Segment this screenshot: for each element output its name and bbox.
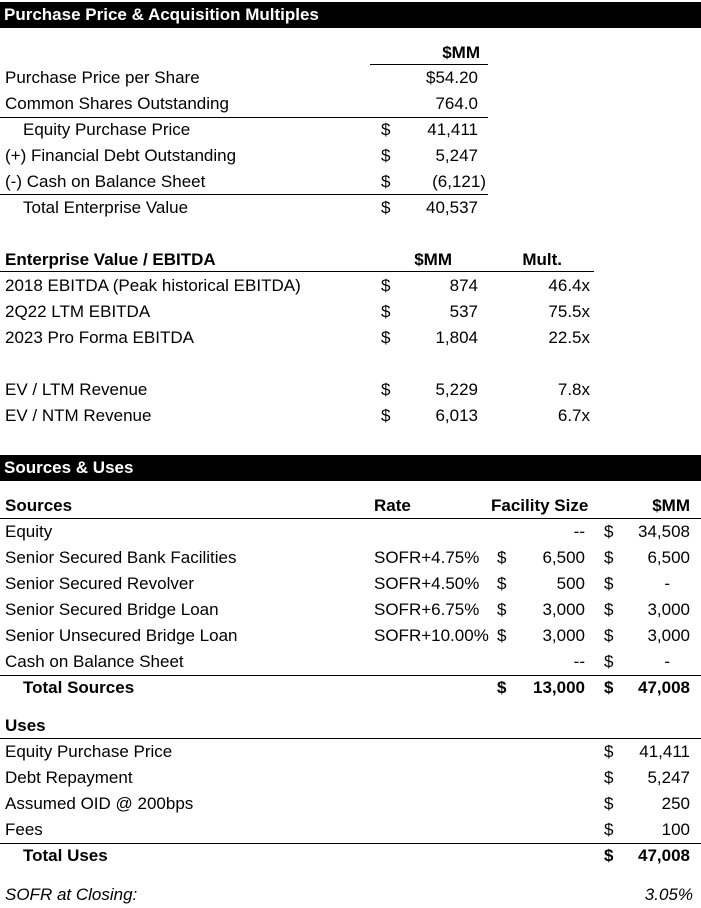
divider <box>0 271 594 272</box>
sofr-value: 3.05% <box>644 885 693 904</box>
dollar-sign: $ <box>381 146 391 165</box>
sources-header: Sources <box>5 496 73 515</box>
row-mm: 3,000 <box>647 600 690 619</box>
row-rate: SOFR+4.50% <box>374 574 480 593</box>
row-value: 5,229 <box>435 380 478 399</box>
col-header-rate: Rate <box>374 496 411 515</box>
row-mm: - <box>664 574 670 593</box>
row-label: Equity Purchase Price <box>23 120 191 139</box>
dollar-sign: $ <box>497 574 507 593</box>
row-facility: 500 <box>556 574 585 593</box>
row-value: 764.0 <box>435 94 478 113</box>
row-label: (+) Financial Debt Outstanding <box>5 146 237 165</box>
row-value: 874 <box>449 276 478 295</box>
row-mm: 6,500 <box>647 548 690 567</box>
divider <box>0 518 701 519</box>
col-header-mm: $MM <box>442 43 480 62</box>
total-sources-facility: 13,000 <box>533 678 585 697</box>
dollar-sign: $ <box>381 276 391 295</box>
row-facility: 3,000 <box>542 626 585 645</box>
dollar-sign: $ <box>381 198 391 217</box>
sofr-label: SOFR at Closing: <box>5 885 138 904</box>
dollar-sign: $ <box>497 600 507 619</box>
row-multiple: 6.7x <box>557 406 590 425</box>
row-label: Senior Secured Bank Facilities <box>5 548 237 567</box>
dollar-sign: $ <box>381 172 391 191</box>
row-label: Senior Unsecured Bridge Loan <box>5 626 238 645</box>
col-header-mult: Mult. <box>522 250 562 269</box>
dollar-sign: $ <box>497 678 507 697</box>
row-label: Equity Purchase Price <box>5 742 173 761</box>
divider <box>0 843 701 844</box>
row-rate: SOFR+4.75% <box>374 548 480 567</box>
dollar-sign: $ <box>604 846 614 865</box>
divider <box>0 675 701 676</box>
row-label: Debt Repayment <box>5 768 133 787</box>
row-mm: 250 <box>661 794 690 813</box>
row-mm: 41,411 <box>639 742 690 761</box>
section-title-purchase-price: Purchase Price & Acquisition Multiples <box>0 2 701 28</box>
row-mm: 100 <box>661 820 690 839</box>
dollar-sign: $ <box>604 794 614 813</box>
dollar-sign: $ <box>604 768 614 787</box>
row-label: Equity <box>5 522 53 541</box>
row-label: EV / NTM Revenue <box>5 406 152 425</box>
row-label: Total Enterprise Value <box>23 198 189 217</box>
dollar-sign: $ <box>381 302 391 321</box>
dollar-sign: $ <box>381 328 391 347</box>
total-uses-mm: 47,008 <box>638 846 690 865</box>
dollar-sign: $ <box>604 678 614 697</box>
dollar-sign: $ <box>497 626 507 645</box>
row-multiple: 22.5x <box>548 328 590 347</box>
row-label: 2023 Pro Forma EBITDA <box>5 328 194 347</box>
col-header-facility-size: Facility Size <box>491 496 589 515</box>
row-label: Fees <box>5 820 43 839</box>
row-label: Senior Secured Bridge Loan <box>5 600 219 619</box>
row-label: (-) Cash on Balance Sheet <box>5 172 206 191</box>
row-rate: SOFR+6.75% <box>374 600 480 619</box>
row-mm: 3,000 <box>647 626 690 645</box>
row-value: 5,247 <box>435 146 478 165</box>
row-value: 41,411 <box>427 120 478 139</box>
row-facility: -- <box>573 652 585 671</box>
row-value: 40,537 <box>426 198 478 217</box>
row-value: 537 <box>449 302 478 321</box>
col-header-mm: $MM <box>652 496 690 515</box>
uses-header: Uses <box>5 716 46 735</box>
dollar-sign: $ <box>381 380 391 399</box>
dollar-sign: $ <box>604 626 614 645</box>
divider <box>370 64 488 65</box>
row-facility: 3,000 <box>542 600 585 619</box>
row-value: 1,804 <box>435 328 478 347</box>
dollar-sign: $ <box>604 600 614 619</box>
dollar-sign: $ <box>604 574 614 593</box>
total-sources-label: Total Sources <box>23 678 135 697</box>
row-label: 2Q22 LTM EBITDA <box>5 302 151 321</box>
row-mm: - <box>664 652 670 671</box>
row-value: $54.20 <box>426 68 478 87</box>
row-value: 6,013 <box>435 406 478 425</box>
row-multiple: 75.5x <box>548 302 590 321</box>
col-header-mm: $MM <box>414 250 452 269</box>
row-facility: 6,500 <box>542 548 585 567</box>
row-label: 2018 EBITDA (Peak historical EBITDA) <box>5 276 301 295</box>
row-label: Cash on Balance Sheet <box>5 652 184 671</box>
row-label: Senior Secured Revolver <box>5 574 194 593</box>
dollar-sign: $ <box>604 820 614 839</box>
row-multiple: 46.4x <box>548 276 590 295</box>
divider <box>0 738 701 739</box>
total-sources-mm: 47,008 <box>638 678 690 697</box>
row-label: EV / LTM Revenue <box>5 380 148 399</box>
row-multiple: 7.8x <box>557 380 590 399</box>
ev-ebitda-header: Enterprise Value / EBITDA <box>5 250 216 269</box>
section-title-sources-uses: Sources & Uses <box>0 455 701 481</box>
dollar-sign: $ <box>604 652 614 671</box>
row-value: (6,121) <box>432 172 486 191</box>
dollar-sign: $ <box>604 522 614 541</box>
divider <box>0 194 488 195</box>
dollar-sign: $ <box>604 742 614 761</box>
dollar-sign: $ <box>497 548 507 567</box>
divider <box>0 117 488 118</box>
row-label: Assumed OID @ 200bps <box>5 794 194 813</box>
dollar-sign: $ <box>381 120 391 139</box>
dollar-sign: $ <box>604 548 614 567</box>
row-facility: -- <box>573 522 585 541</box>
row-label: Purchase Price per Share <box>5 68 200 87</box>
dollar-sign: $ <box>381 406 391 425</box>
row-mm: 5,247 <box>647 768 690 787</box>
total-uses-label: Total Uses <box>23 846 108 865</box>
row-label: Common Shares Outstanding <box>5 94 229 113</box>
row-rate: SOFR+10.00% <box>374 626 489 645</box>
row-mm: 34,508 <box>638 522 690 541</box>
